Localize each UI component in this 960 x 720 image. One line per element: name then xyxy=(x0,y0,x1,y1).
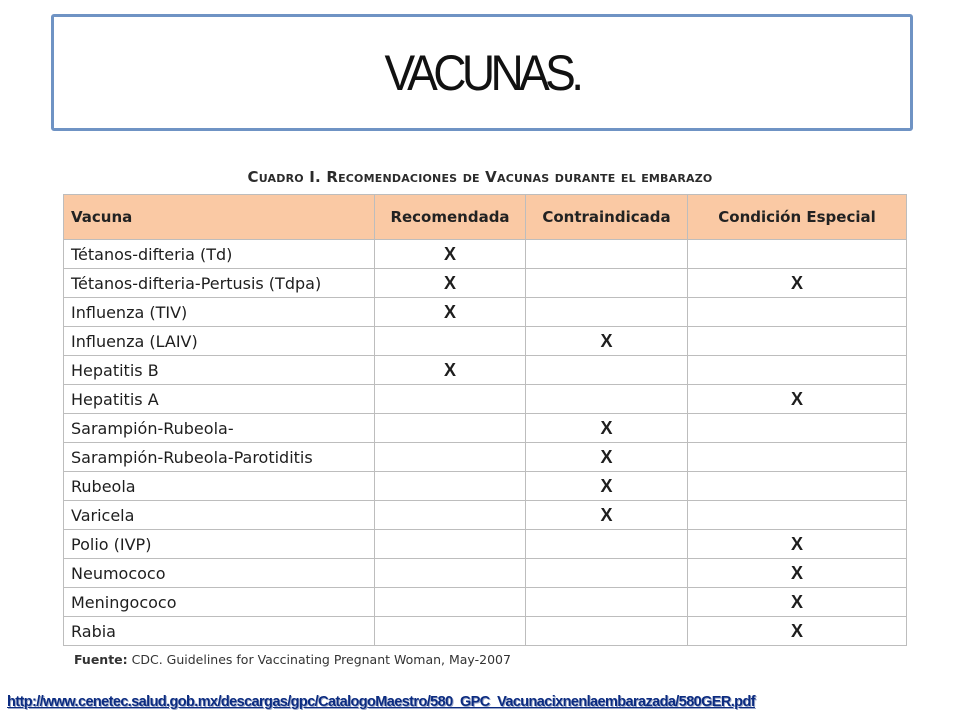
condicion-especial-cell xyxy=(688,298,907,327)
slide-title: VACUNAS. xyxy=(384,44,580,101)
vaccine-name-cell: Sarampión-Rubeola-Parotiditis xyxy=(64,443,375,472)
table-caption: Cuadro I. Recomendaciones de Vacunas durante el embarazo xyxy=(247,168,713,186)
condicion-especial-cell xyxy=(688,240,907,269)
recomendada-cell: X xyxy=(375,356,526,385)
vaccine-name-cell: Tétanos-difteria (Td) xyxy=(64,240,375,269)
recomendada-cell xyxy=(375,588,526,617)
recomendada-cell xyxy=(375,472,526,501)
contraindicada-cell xyxy=(526,385,688,414)
table-row xyxy=(64,327,907,356)
vaccine-name-cell: Neumococo xyxy=(64,559,375,588)
header-vacuna: Vacuna xyxy=(64,195,375,240)
source-label: Fuente: xyxy=(74,652,128,667)
header-condicion-especial: Condición Especial xyxy=(688,195,907,240)
contraindicada-cell xyxy=(526,356,688,385)
condicion-especial-cell xyxy=(688,501,907,530)
condicion-especial-cell: X xyxy=(688,530,907,559)
contraindicada-cell xyxy=(526,530,688,559)
table-row xyxy=(64,472,907,501)
recomendada-cell xyxy=(375,559,526,588)
condicion-especial-cell: X xyxy=(688,385,907,414)
recomendada-cell: X xyxy=(375,298,526,327)
recomendada-cell: X xyxy=(375,240,526,269)
condicion-especial-cell: X xyxy=(688,588,907,617)
vaccine-name-cell: Meningococo xyxy=(64,588,375,617)
reference-link[interactable]: http://www.cenetec.salud.gob.mx/descargas/gpc/CatalogoMaestro/580_GPC_Vacunacixnenlaembarazada/580GER.pdf xyxy=(7,694,755,710)
condicion-especial-cell xyxy=(688,356,907,385)
table-header-row xyxy=(64,195,907,240)
recomendada-cell xyxy=(375,617,526,646)
vaccine-name-cell: Varicela xyxy=(64,501,375,530)
table-row xyxy=(64,414,907,443)
condicion-especial-cell xyxy=(688,472,907,501)
table-row xyxy=(64,530,907,559)
contraindicada-cell xyxy=(526,269,688,298)
vaccine-name-cell: Influenza (TIV) xyxy=(64,298,375,327)
table-row xyxy=(64,559,907,588)
recomendada-cell xyxy=(375,501,526,530)
recomendada-cell xyxy=(375,327,526,356)
header-contraindicada: Contraindicada xyxy=(526,195,688,240)
recomendada-cell: X xyxy=(375,269,526,298)
table-row xyxy=(64,588,907,617)
title-box xyxy=(51,14,913,131)
condicion-especial-cell xyxy=(688,443,907,472)
recomendada-cell xyxy=(375,530,526,559)
contraindicada-cell xyxy=(526,298,688,327)
contraindicada-cell: X xyxy=(526,327,688,356)
vaccine-table xyxy=(63,194,907,646)
vaccine-name-cell: Rabia xyxy=(64,617,375,646)
contraindicada-cell: X xyxy=(526,472,688,501)
vaccine-name-cell: Rubeola xyxy=(64,472,375,501)
condicion-especial-cell: X xyxy=(688,269,907,298)
table-row xyxy=(64,269,907,298)
source-note xyxy=(74,652,511,667)
contraindicada-cell xyxy=(526,617,688,646)
vaccine-name-cell: Tétanos-difteria-Pertusis (Tdpa) xyxy=(64,269,375,298)
recomendada-cell xyxy=(375,443,526,472)
contraindicada-cell: X xyxy=(526,443,688,472)
condicion-especial-cell xyxy=(688,327,907,356)
recomendada-cell xyxy=(375,414,526,443)
contraindicada-cell: X xyxy=(526,501,688,530)
table-row xyxy=(64,240,907,269)
recomendada-cell xyxy=(375,385,526,414)
contraindicada-cell: X xyxy=(526,414,688,443)
condicion-especial-cell: X xyxy=(688,559,907,588)
contraindicada-cell xyxy=(526,588,688,617)
condicion-especial-cell xyxy=(688,414,907,443)
table-row xyxy=(64,298,907,327)
vaccine-name-cell: Influenza (LAIV) xyxy=(64,327,375,356)
table-row xyxy=(64,385,907,414)
table-row xyxy=(64,443,907,472)
vaccine-name-cell: Polio (IVP) xyxy=(64,530,375,559)
vaccine-name-cell: Hepatitis A xyxy=(64,385,375,414)
header-recomendada: Recomendada xyxy=(375,195,526,240)
contraindicada-cell xyxy=(526,240,688,269)
source-text: CDC. Guidelines for Vaccinating Pregnant Woman, May-2007 xyxy=(127,652,511,667)
table-body xyxy=(64,240,907,646)
table-row xyxy=(64,617,907,646)
table-row xyxy=(64,501,907,530)
table-row xyxy=(64,356,907,385)
condicion-especial-cell: X xyxy=(688,617,907,646)
vaccine-name-cell: Sarampión-Rubeola- xyxy=(64,414,375,443)
vaccine-name-cell: Hepatitis B xyxy=(64,356,375,385)
contraindicada-cell xyxy=(526,559,688,588)
